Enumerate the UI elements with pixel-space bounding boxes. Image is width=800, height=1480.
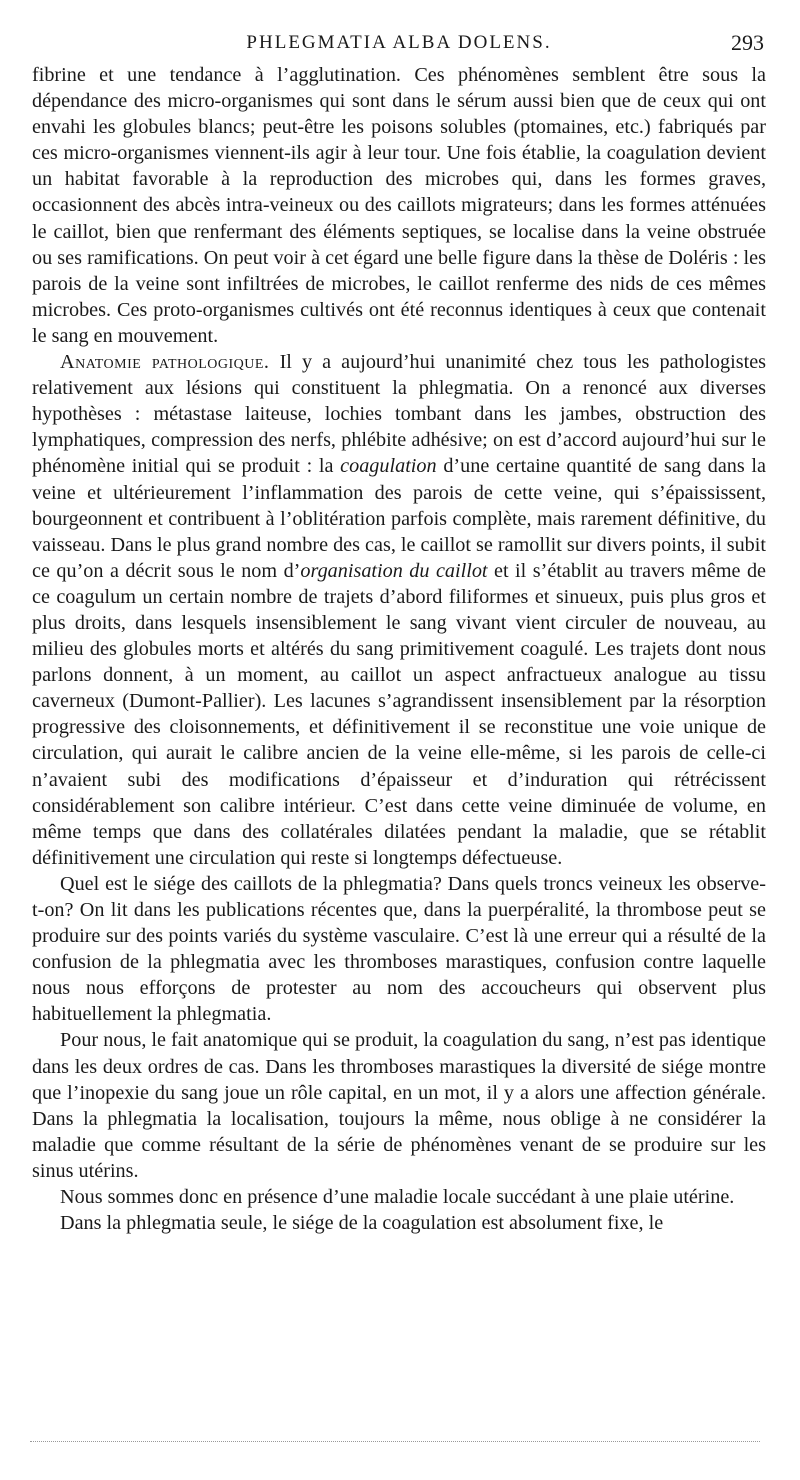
emphasis-organisation-caillot: organisation du caillot bbox=[300, 559, 488, 582]
footer-rule bbox=[30, 1441, 760, 1442]
paragraph-siege: Quel est le siége des caillots de la phlegmatia? Dans quels troncs veineux les observe-t-on? On lit dans les publications récentes que, dans la puerpéralité, la thrombose peut se produire sur des points variés du système vasculaire. C’est là une erreur qui a résulté de la confusion de la phlegmatia avec les thromboses marastiques, confusion contre laquelle nous nous efforçons de protester au nom des accoucheurs qui observent plus habituellement la phlegmatia. bbox=[32, 872, 766, 1026]
anatomie-text-1: Il y a aujourd’hui unanimité chez tous les pathologistes relativement aux lésions qui constituent la phlegmatia. On a renoncé aux diverses hypothèses : métastase laiteuse, lochies tombant dans les jambes, obstruction des lymphatiques, compression des nerfs, phlébite adhésive; on est d’accord aujourd’hui sur le phénomène initial qui se produit : la bbox=[32, 351, 767, 478]
paragraph-anatomie bbox=[32, 349, 766, 871]
emphasis-coagulation: coagulation bbox=[340, 455, 437, 478]
paragraph-fibrine: fibrine et une tendance à l’agglutination. Ces phénomènes semblent être sous la dépendance des micro-organismes qui sont dans le sérum aussi bien que de ceux qui ont envahi les globules blancs; peut-être les poisons solubles (ptomaines, etc.) fabriqués par ces micro-organismes viennent-ils agir à leur tour. Une fois établie, la coagulation devient un habitat favorable à la reproduction des microbes qui, dans les formes graves, occasionnent des abcès intra-veineux ou des caillots migrateurs; dans les formes atténuées le caillot, bien que renfermant des éléments septiques, se localise dans la veine obstruée ou ses ramifications. On peut voir à cet égard une belle figure dans la thèse de Doléris : les parois de la veine sont infiltrées de microbes, le caillot renferme des nids de ces mêmes microbes. Ces proto-organismes cultivés ont été reconnus identiques à ceux que contenait le sang en mouvement. bbox=[32, 64, 766, 347]
paragraph-last: Dans la phlegmatia seule, le siége de la coagulation est absolument fixe, le bbox=[60, 1212, 664, 1235]
running-title: PHLEGMATIA ALBA DOLENS. bbox=[246, 32, 552, 53]
paragraph-pour-nous: Pour nous, le fait anatomique qui se produit, la coagulation du sang, n’est pas identique dans les deux ordres de cas. Dans les thromboses marastiques la diversité de siége montre que l’inopexie du sang joue un rôle capital, en un mot, il y a alors une affection générale. Dans la phlegmatia la localisation, toujours la même, nous oblige à ne considérer la maladie que comme résultant de la série de phénomènes venant de se produire sur les sinus utérins. bbox=[32, 1029, 766, 1182]
page-header bbox=[32, 28, 766, 62]
paragraph-maladie-locale: Nous sommes donc en présence d’une maladie locale succédant à une plaie utérine. bbox=[60, 1186, 735, 1209]
anatomie-text-3: et il s’établit au travers même de ce coagulum un certain nombre de trajets d’abord filiformes et sinueux, puis plus gros et plus droits, dans lesquels insensiblement le sang vivant vient circuler de nouveau, au milieu des globules morts et altérés du sang primitivement coagulé. Les trajets dont nous parlons donnent, à un moment, au caillot un aspect anfractueux analogue au tissu caverneux (Dumont-Pallier). Les lacunes s’agrandissent insensiblement par la résorption progressive des cloisonnements, et définitivement il se reconstitue une voie unique de circulation, qui aurait le calibre ancien de la veine elle-même, si les parois de celle-ci n’avaient subi des modifications d’épaisseur et d’induration qui rétrécissent considérablement son calibre intérieur. C’est dans cette veine diminuée de volume, en même temps que dans des collatérales dilatées pendant la maladie, que se rétablit définitivement une circulation qui reste si longtemps défectueuse. bbox=[32, 559, 766, 869]
anatomie-text-2: d’une certaine quantité de sang dans la veine et ultérieurement l’inflammation des parois de cette veine, qui s’épaississent, bourgeonnent et contribuent à l’oblitération parfois complète, mais rarement définitive, du vaisseau. Dans le plus grand nombre des cas, le caillot se ramollit sur divers points, il subit ce qu’on a décrit sous le nom d’ bbox=[32, 455, 767, 582]
page-number: 293 bbox=[731, 30, 764, 55]
section-heading-anatomie: Anatomie pathologique. bbox=[60, 351, 270, 374]
body-text bbox=[32, 62, 766, 1236]
